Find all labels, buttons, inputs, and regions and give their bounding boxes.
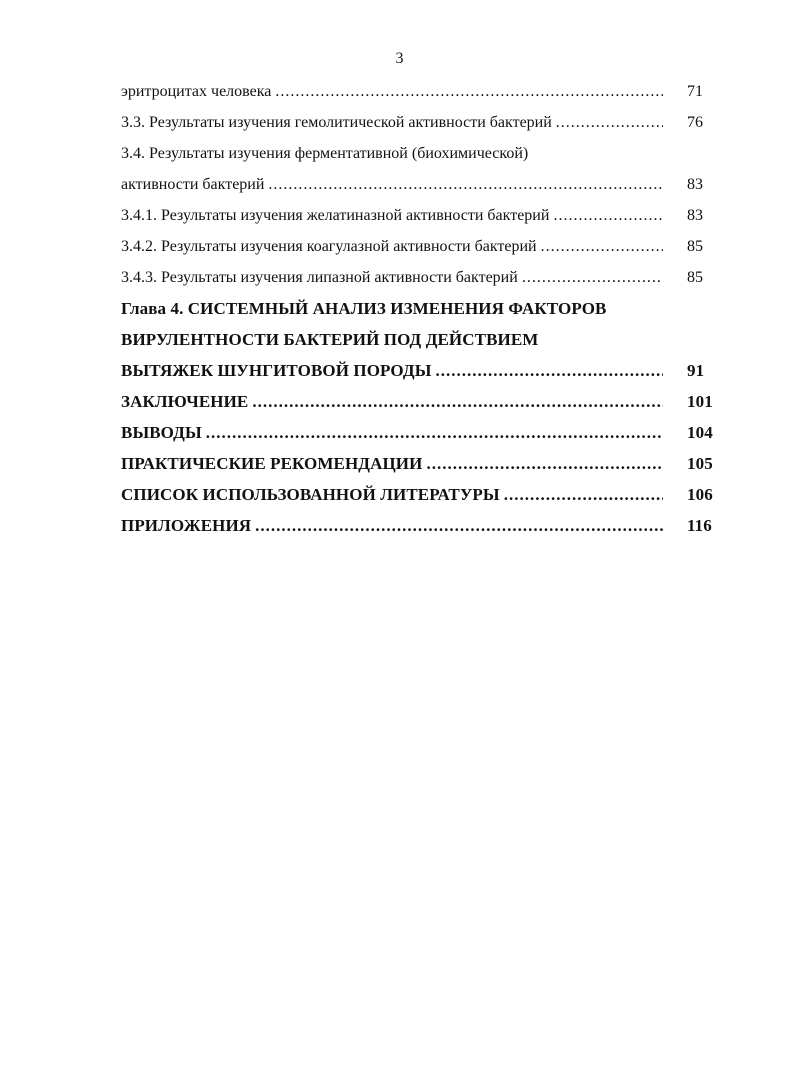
dot-leader xyxy=(255,510,663,541)
toc-entry xyxy=(121,386,717,417)
toc-entry-title: 3.3. Результаты изучения гемолитической активности бактерий xyxy=(121,107,556,138)
toc-entry-title: ВЫТЯЖЕК ШУНГИТОВОЙ ПОРОДЫ xyxy=(121,355,436,386)
dot-leader xyxy=(553,200,663,231)
toc-entry xyxy=(121,448,717,479)
toc-leader xyxy=(121,262,663,293)
toc-leader xyxy=(121,386,663,417)
toc-page-number: 105 xyxy=(687,454,713,473)
dot-leader xyxy=(522,262,663,293)
toc-page-number: 83 xyxy=(687,176,703,193)
toc-leader xyxy=(121,448,663,479)
toc-entry-title: СПИСОК ИСПОЛЬЗОВАННОЙ ЛИТЕРАТУРЫ xyxy=(121,479,504,510)
dot-leader xyxy=(268,169,663,200)
toc-entry xyxy=(121,324,717,355)
toc-entry xyxy=(121,262,717,293)
toc-entry xyxy=(121,138,717,169)
toc-leader xyxy=(121,355,663,386)
table-of-contents xyxy=(121,76,717,541)
toc-entry-title: 3.4.1. Результаты изучения желатиназной активности бактерий xyxy=(121,200,553,231)
toc-page-number: 116 xyxy=(687,516,712,535)
toc-entry-title: 3.4. Результаты изучения ферментативной (биохимической) xyxy=(121,145,529,162)
toc-entry-title: ПРИЛОЖЕНИЯ xyxy=(121,510,255,541)
dot-leader xyxy=(541,231,663,262)
dot-leader xyxy=(275,76,663,107)
dot-leader xyxy=(252,386,663,417)
toc-entry-title: эритроцитах человека xyxy=(121,76,275,107)
dot-leader xyxy=(504,479,663,510)
toc-entry xyxy=(121,479,717,510)
toc-entry-title: 3.4.3. Результаты изучения липазной активности бактерий xyxy=(121,262,522,293)
dot-leader xyxy=(206,417,663,448)
toc-entry-title: ВЫВОДЫ xyxy=(121,417,206,448)
toc-leader xyxy=(121,510,663,541)
toc-entry xyxy=(121,76,717,107)
page-number: 3 xyxy=(395,50,404,67)
toc-page-number: 85 xyxy=(687,269,703,286)
toc-entry xyxy=(121,231,717,262)
toc-page-number: 104 xyxy=(687,423,713,442)
toc-entry-title: активности бактерий xyxy=(121,169,268,200)
toc-entry-title: ВИРУЛЕНТНОСТИ БАКТЕРИЙ ПОД ДЕЙСТВИЕМ xyxy=(121,330,539,349)
dot-leader xyxy=(556,107,663,138)
toc-leader xyxy=(121,107,663,138)
toc-entry xyxy=(121,107,717,138)
toc-leader xyxy=(121,76,663,107)
dot-leader xyxy=(436,355,663,386)
toc-entry-title: 3.4.2. Результаты изучения коагулазной активности бактерий xyxy=(121,231,541,262)
toc-entry xyxy=(121,169,717,200)
toc-entry-title: ЗАКЛЮЧЕНИЕ xyxy=(121,386,252,417)
toc-page-number: 91 xyxy=(687,361,705,380)
toc-leader xyxy=(121,479,663,510)
toc-entry xyxy=(121,355,717,386)
toc-leader xyxy=(121,417,663,448)
toc-entry xyxy=(121,510,717,541)
toc-page-number: 106 xyxy=(687,485,713,504)
toc-page-number: 85 xyxy=(687,238,703,255)
toc-page-number: 76 xyxy=(687,114,703,131)
toc-entry xyxy=(121,293,717,324)
toc-leader xyxy=(121,231,663,262)
toc-page-number: 71 xyxy=(687,83,703,100)
dot-leader xyxy=(426,448,663,479)
toc-entry xyxy=(121,417,717,448)
toc-entry xyxy=(121,200,717,231)
toc-entry-title: Глава 4. СИСТЕМНЫЙ АНАЛИЗ ИЗМЕНЕНИЯ ФАКТОРОВ xyxy=(121,299,607,318)
toc-page-number: 101 xyxy=(687,392,713,411)
toc-page-number: 83 xyxy=(687,207,703,224)
toc-entry-title: ПРАКТИЧЕСКИЕ РЕКОМЕНДАЦИИ xyxy=(121,448,426,479)
toc-leader xyxy=(121,169,663,200)
toc-leader xyxy=(121,200,663,231)
